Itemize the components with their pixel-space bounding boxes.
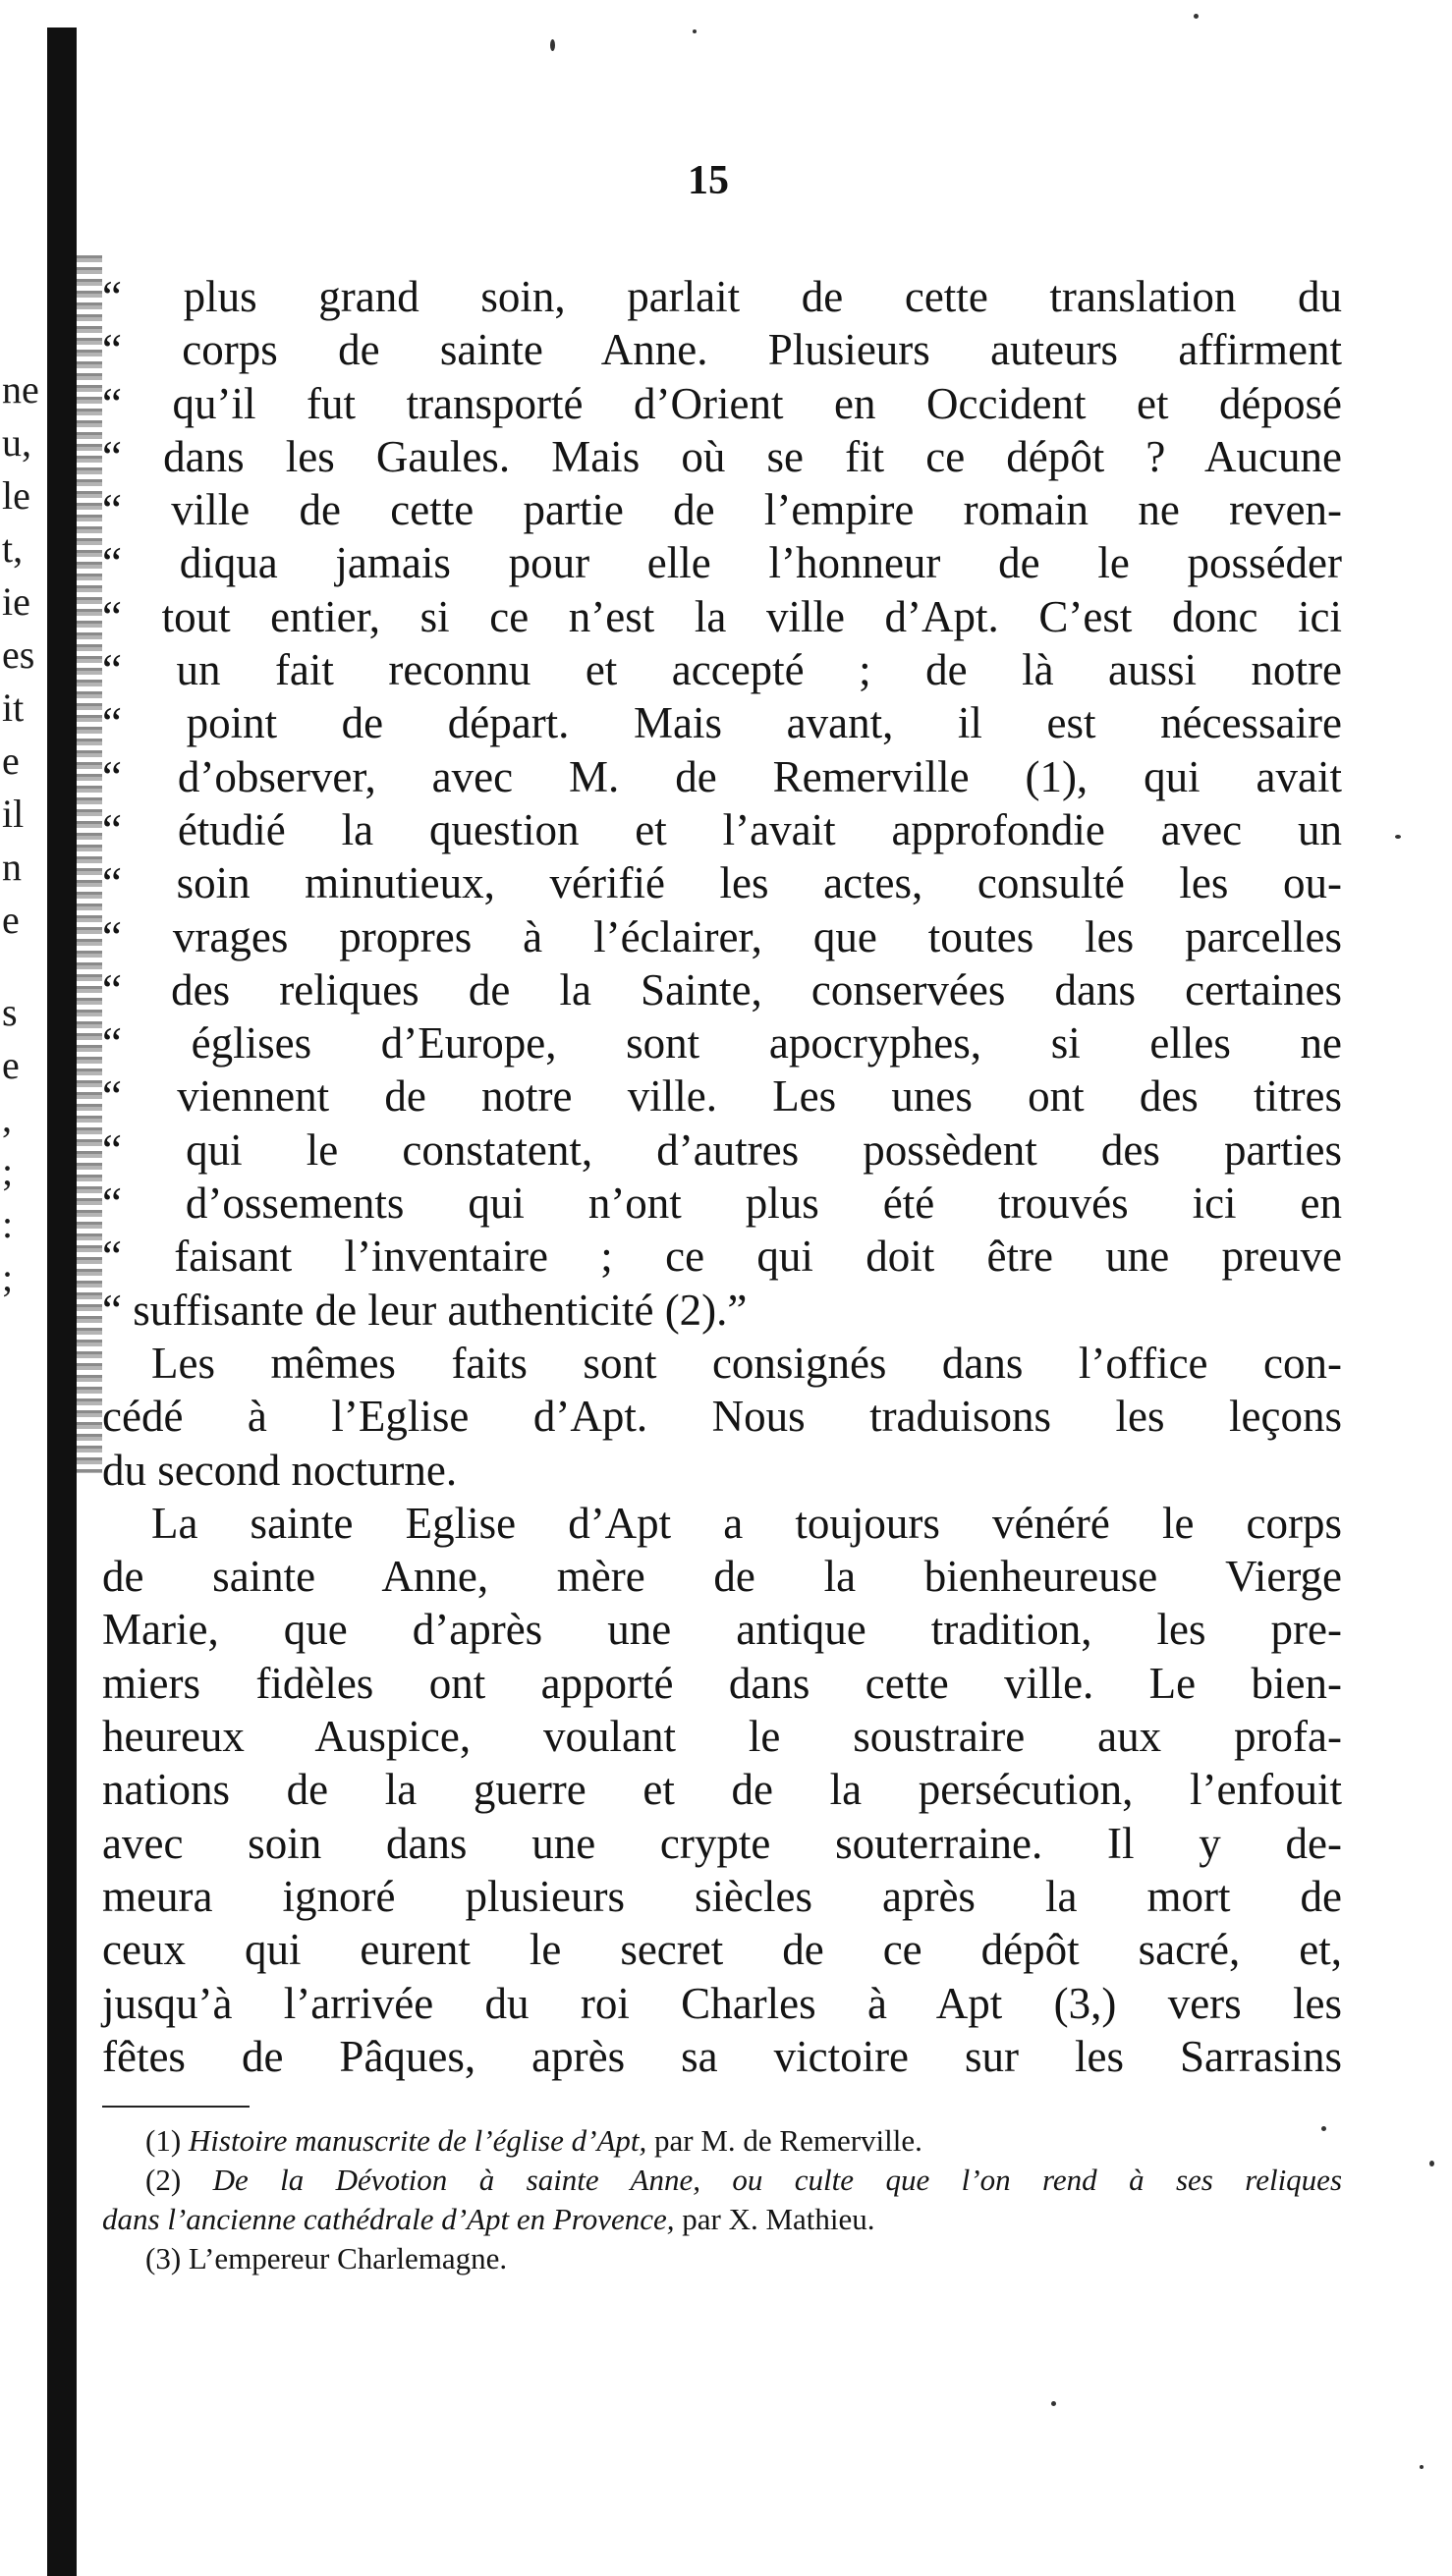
text-line: Marie, que d’après une antique tradition, les pre-	[102, 1605, 1342, 1655]
text-line: meura ignoré plusieurs siècles après la mort de	[102, 1871, 1342, 1921]
fragment: e	[2, 739, 20, 783]
text-line: “ dans les Gaules. Mais où se fit ce dépôt ? Aucune	[102, 431, 1342, 481]
text-line: “ corps de sainte Anne. Plusieurs auteurs affirment	[102, 325, 1342, 375]
footnote-3	[102, 2239, 1342, 2278]
text-line: “ faisant l’inventaire ; ce qui doit être une preuve	[102, 1232, 1342, 1282]
fragment: il	[2, 792, 25, 836]
text-line: “ soin minutieux, vérifié les actes, consulté les ou-	[102, 858, 1342, 908]
fragment: es	[2, 632, 35, 677]
fragment: ,	[2, 1096, 12, 1140]
footnote-text: L’empereur Charlemagne.	[181, 2241, 508, 2275]
scan-speck	[550, 39, 555, 51]
text-line: cédé à l’Eglise d’Apt. Nous traduisons les leçons	[102, 1392, 1342, 1442]
fragment: le	[2, 473, 30, 518]
text-line: “ viennent de notre ville. Les unes ont des titres	[102, 1071, 1342, 1122]
scan-speck	[693, 29, 697, 33]
text-line: “ qu’il fut transporté d’Orient en Occident et déposé	[102, 378, 1342, 428]
text-line: de sainte Anne, mère de la bienheureuse Vierge	[102, 1552, 1342, 1602]
text-line: “ étudié la question et l’avait approfondie avec un	[102, 804, 1342, 854]
text-line: La sainte Eglise d’Apt a toujours vénéré le corps	[151, 1498, 1342, 1548]
fragment: t,	[2, 526, 24, 571]
text-line: fêtes de Pâques, après sa victoire sur les Sarrasins	[102, 2031, 1342, 2081]
text-line: “ tout entier, si ce n’est la ville d’Apt. C’est donc ici	[102, 591, 1342, 641]
text-line: ceux qui eurent le secret de ce dépôt sacré, et,	[102, 1925, 1342, 1975]
text-line: “ ville de cette partie de l’empire romain ne reven-	[102, 485, 1342, 535]
fragment: e	[2, 1043, 20, 1087]
scan-speck	[1051, 2401, 1056, 2406]
adjacent-page-fragments	[2, 363, 45, 1304]
text-line: “ qui le constatent, d’autres possèdent des parties	[102, 1124, 1342, 1175]
text-line: du second nocturne.	[102, 1445, 458, 1495]
footnote-2	[102, 2161, 1342, 2200]
fragment: s	[2, 990, 18, 1034]
footnote-mark: (3)	[145, 2241, 182, 2275]
text-line: Les mêmes faits sont consignés dans l’office con-	[151, 1338, 1342, 1388]
fragment: ie	[2, 579, 30, 624]
text-line: “ un fait reconnu et accepté ; de là aussi notre	[102, 645, 1342, 695]
footnote-mark: (2)	[145, 2163, 182, 2197]
text-line: heureux Auspice, voulant le soustraire aux profa-	[102, 1712, 1342, 1762]
footnote-mark: (1)	[145, 2123, 182, 2158]
fragment: :	[2, 1202, 14, 1246]
footnote-2-cont	[102, 2200, 1342, 2239]
text-line: miers fidèles ont apporté dans cette ville. Le bien-	[102, 1658, 1342, 1708]
text-line: “ plus grand soin, parlait de cette translation du	[102, 272, 1342, 321]
text-line: nations de la guerre et de la persécution, l’enfouit	[102, 1765, 1342, 1815]
scan-speck	[1321, 2126, 1326, 2131]
scan-speck	[1194, 14, 1199, 19]
text-line: “ d’observer, avec M. de Remerville (1), qui avait	[102, 751, 1342, 801]
footnote-title: Histoire manuscrite de l’église d’Apt,	[188, 2123, 647, 2158]
fragment: u,	[2, 420, 31, 465]
text-line: “ diqua jamais pour elle l’honneur de le posséder	[102, 538, 1342, 588]
footnotes	[102, 2121, 1342, 2278]
fragment: e	[2, 898, 20, 942]
fragment: ;	[2, 1255, 14, 1299]
footnote-text: par M. de Remerville.	[646, 2123, 922, 2158]
fragment: n	[2, 845, 22, 889]
text-line: jusqu’à l’arrivée du roi Charles à Apt (3,) vers les	[102, 1978, 1342, 2028]
footnote-1	[102, 2121, 1342, 2161]
text-line: “ suffisante de leur authenticité (2).”	[102, 1285, 748, 1335]
binding-shadow	[77, 255, 102, 1473]
fragment: ne	[2, 367, 39, 411]
fragment: ;	[2, 1149, 14, 1193]
text-line: avec soin dans une crypte souterraine. Il y de-	[102, 1818, 1342, 1868]
fragment: it	[2, 685, 25, 730]
text-line: “ point de départ. Mais avant, il est nécessaire	[102, 698, 1342, 748]
footnote-rule	[102, 2106, 250, 2108]
scan-speck	[1429, 2161, 1434, 2166]
footnote-title: dans l’ancienne cathédrale d’Apt en Provence,	[102, 2202, 675, 2236]
scan-speck	[1395, 835, 1401, 839]
scan-speck	[1420, 2465, 1424, 2469]
footnote-title: De la Dévotion à sainte Anne, ou culte que l’on rend à ses reliques	[212, 2163, 1343, 2197]
text-line: “ vrages propres à l’éclairer, que toutes les parcelles	[102, 911, 1342, 961]
footnote-text: par X. Mathieu.	[674, 2202, 875, 2236]
binding-gutter	[47, 27, 77, 2576]
page-number: 15	[688, 158, 729, 203]
body-text	[102, 270, 1342, 2083]
text-line: “ églises d’Europe, sont apocryphes, si elles ne	[102, 1018, 1342, 1069]
text-line: “ d’ossements qui n’ont plus été trouvés ici en	[102, 1178, 1342, 1229]
text-line: “ des reliques de la Sainte, conservées dans certaines	[102, 964, 1342, 1014]
